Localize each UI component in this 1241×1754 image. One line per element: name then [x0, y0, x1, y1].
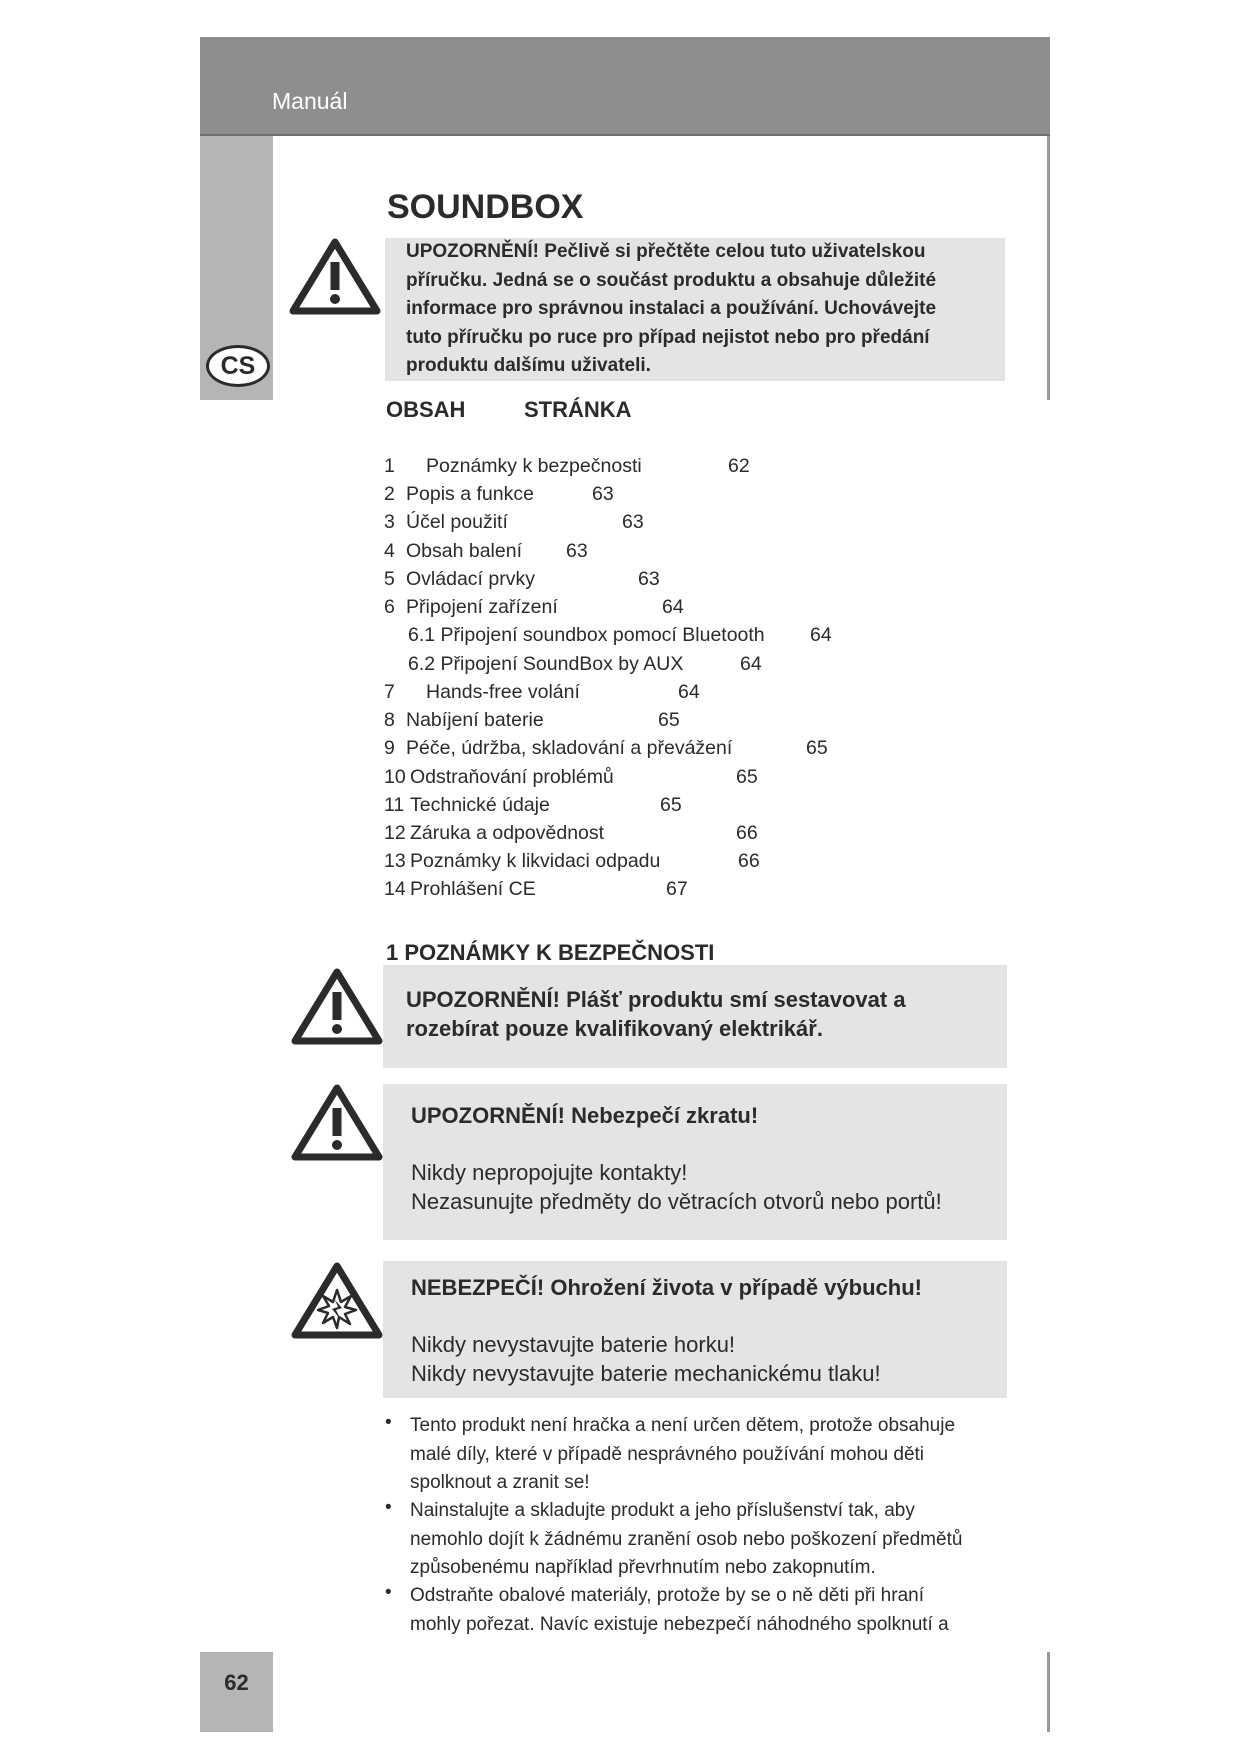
- bullet-line: Nainstalujte a skladujte produkt a jeho příslušenství tak, aby: [410, 1500, 915, 1521]
- toc-entry-title[interactable]: Popis a funkce: [406, 483, 534, 505]
- toc-entry-page: 63: [566, 540, 588, 562]
- toc-entry-number: 11: [384, 794, 405, 816]
- intro-warning-line: informace pro správnou instalaci a používání. Uchovávejte: [406, 298, 937, 319]
- warning-housing-line: rozebírat pouze kvalifikovaný elektrikář.: [406, 1016, 823, 1041]
- warning-short-circuit-line: Nezasunujte předměty do větracích otvorů nebo portů!: [411, 1189, 942, 1214]
- danger-explosion-body: [411, 1330, 881, 1388]
- toc-entry-title[interactable]: Prohlášení CE: [410, 878, 536, 900]
- warning-short-circuit-title: UPOZORNĚNÍ! Nebezpečí zkratu!: [411, 1103, 759, 1128]
- intro-warning-text: [406, 238, 1006, 381]
- warning-short-circuit-body: [411, 1158, 942, 1216]
- toc-entry-title[interactable]: Péče, údržba, skladování a převážení: [406, 737, 733, 759]
- toc-entry-number: 9: [384, 737, 395, 759]
- danger-explosion-line: Nikdy nevystavujte baterie mechanickému tlaku!: [411, 1361, 881, 1386]
- explosion-hazard-icon: [290, 1260, 384, 1340]
- bullet-line: způsobenému například převrhnutím nebo zakopnutím.: [410, 1557, 876, 1578]
- language-badge: CS: [206, 345, 270, 387]
- toc-entry-page: 64: [662, 596, 684, 618]
- warning-icon: [288, 236, 382, 316]
- toc-entry-title[interactable]: Připojení zařízení: [406, 596, 558, 618]
- toc-entry-title[interactable]: Poznámky k bezpečnosti: [426, 455, 642, 477]
- warning-housing-line: UPOZORNĚNÍ! Plášť produktu smí sestavovat a: [406, 987, 906, 1012]
- intro-warning-line: UPOZORNĚNÍ! Pečlivě si přečtěte celou tuto uživatelskou: [406, 241, 926, 262]
- warning-icon: [290, 1082, 384, 1162]
- toc-entry-title[interactable]: Záruka a odpovědnost: [410, 822, 605, 844]
- toc-entry-title[interactable]: 6.1 Připojení soundbox pomocí Bluetooth: [408, 624, 765, 646]
- bullet-marker: •: [385, 1497, 392, 1518]
- toc-entry-title[interactable]: Hands-free volání: [426, 681, 580, 703]
- bullet-item: [410, 1497, 1010, 1583]
- toc-heading-page: STRÁNKA: [524, 397, 632, 422]
- toc-entry-title[interactable]: Účel použití: [406, 511, 508, 533]
- header-title: Manuál: [272, 88, 348, 114]
- page-number: 62: [224, 1670, 249, 1695]
- danger-explosion-title: NEBEZPEČÍ! Ohrožení života v případě výbuchu!: [411, 1275, 922, 1300]
- intro-warning-line: produktu dalšímu uživateli.: [406, 355, 651, 376]
- toc-entry-page: 64: [678, 681, 700, 703]
- toc-entry-title[interactable]: Odstraňování problémů: [410, 766, 614, 788]
- toc-entry-number: 10: [384, 766, 406, 788]
- warning-icon: [290, 966, 384, 1046]
- right-margin-rule: [1047, 136, 1050, 400]
- document-title: SOUNDBOX: [387, 188, 584, 226]
- toc-entry-title[interactable]: Nabíjení baterie: [406, 709, 544, 731]
- bullet-line: malé díly, které v případě nesprávného používání mohou děti: [410, 1443, 925, 1465]
- danger-explosion-line: Nikdy nevystavujte baterie horku!: [411, 1332, 736, 1357]
- toc-entry-page: 63: [638, 568, 660, 590]
- toc-entry-title[interactable]: Poznámky k likvidaci odpadu: [410, 850, 661, 872]
- bullet-line: Odstraňte obalové materiály, protože by se o ně děti při hraní: [410, 1585, 924, 1606]
- toc-entry-number: 7: [384, 681, 395, 703]
- intro-warning-line: tuto příručku po ruce pro případ nejistot nebo pro předání: [406, 326, 930, 348]
- toc-entry-page: 63: [592, 483, 614, 505]
- toc-entry-number: 12: [384, 822, 406, 844]
- toc-heading-content: OBSAH: [386, 397, 466, 422]
- bullet-item: [410, 1412, 1010, 1498]
- bullet-line: spolknout a zranit se!: [410, 1472, 590, 1493]
- bullet-marker: •: [385, 1412, 392, 1433]
- bullet-line: Tento produkt není hračka a není určen dětem, protože obsahuje: [410, 1415, 956, 1436]
- toc-entry-page: 65: [736, 766, 758, 788]
- toc-entry-page: 65: [658, 709, 680, 731]
- toc-entry-number: 2: [384, 483, 395, 505]
- intro-warning-line: příručku. Jedná se o součást produktu a obsahuje důležité: [406, 269, 937, 291]
- toc-entry-number: 3: [384, 511, 395, 533]
- toc-entry-page: 64: [810, 624, 832, 646]
- toc-entry-page: 63: [622, 511, 644, 533]
- toc-entry-page: 65: [806, 737, 828, 759]
- header-bar: [200, 37, 1050, 134]
- bullet-marker: •: [385, 1582, 392, 1603]
- toc-entry-number: 6: [384, 596, 395, 618]
- toc-entry-page: 66: [738, 850, 760, 872]
- toc-entry-title[interactable]: Ovládací prvky: [406, 568, 535, 590]
- bullet-item: [410, 1582, 1010, 1639]
- warning-short-circuit-line: Nikdy nepropojujte kontakty!: [411, 1160, 688, 1185]
- toc-entry-number: 1: [384, 455, 395, 477]
- toc-entry-number: 8: [384, 709, 395, 731]
- toc-entry-title[interactable]: Obsah balení: [406, 540, 523, 562]
- bullet-line: mohly pořezat. Navíc existuje nebezpečí náhodného spolknutí a: [410, 1613, 949, 1635]
- toc-entry-title[interactable]: Technické údaje: [410, 794, 550, 816]
- toc-entry-page: 66: [736, 822, 758, 844]
- toc-entry-page: 67: [666, 878, 688, 900]
- warning-housing-text: [406, 985, 906, 1043]
- header-underline: [200, 134, 1050, 136]
- toc-entry-page: 65: [660, 794, 682, 816]
- section-heading: 1 POZNÁMKY K BEZPEČNOSTI: [386, 940, 715, 965]
- toc-entry-title[interactable]: 6.2 Připojení SoundBox by AUX: [408, 653, 684, 675]
- toc-entry-page: 62: [728, 455, 750, 477]
- toc-entry-number: 4: [384, 540, 395, 562]
- right-margin-rule: [1047, 1652, 1050, 1732]
- toc-entry-number: 13: [384, 850, 406, 872]
- toc-entry-number: 14: [384, 878, 406, 900]
- toc-entry-page: 64: [740, 653, 762, 675]
- bullet-line: nemohlo dojít k žádnému zranění osob nebo poškození předmětů: [410, 1528, 963, 1550]
- toc-entry-number: 5: [384, 568, 395, 590]
